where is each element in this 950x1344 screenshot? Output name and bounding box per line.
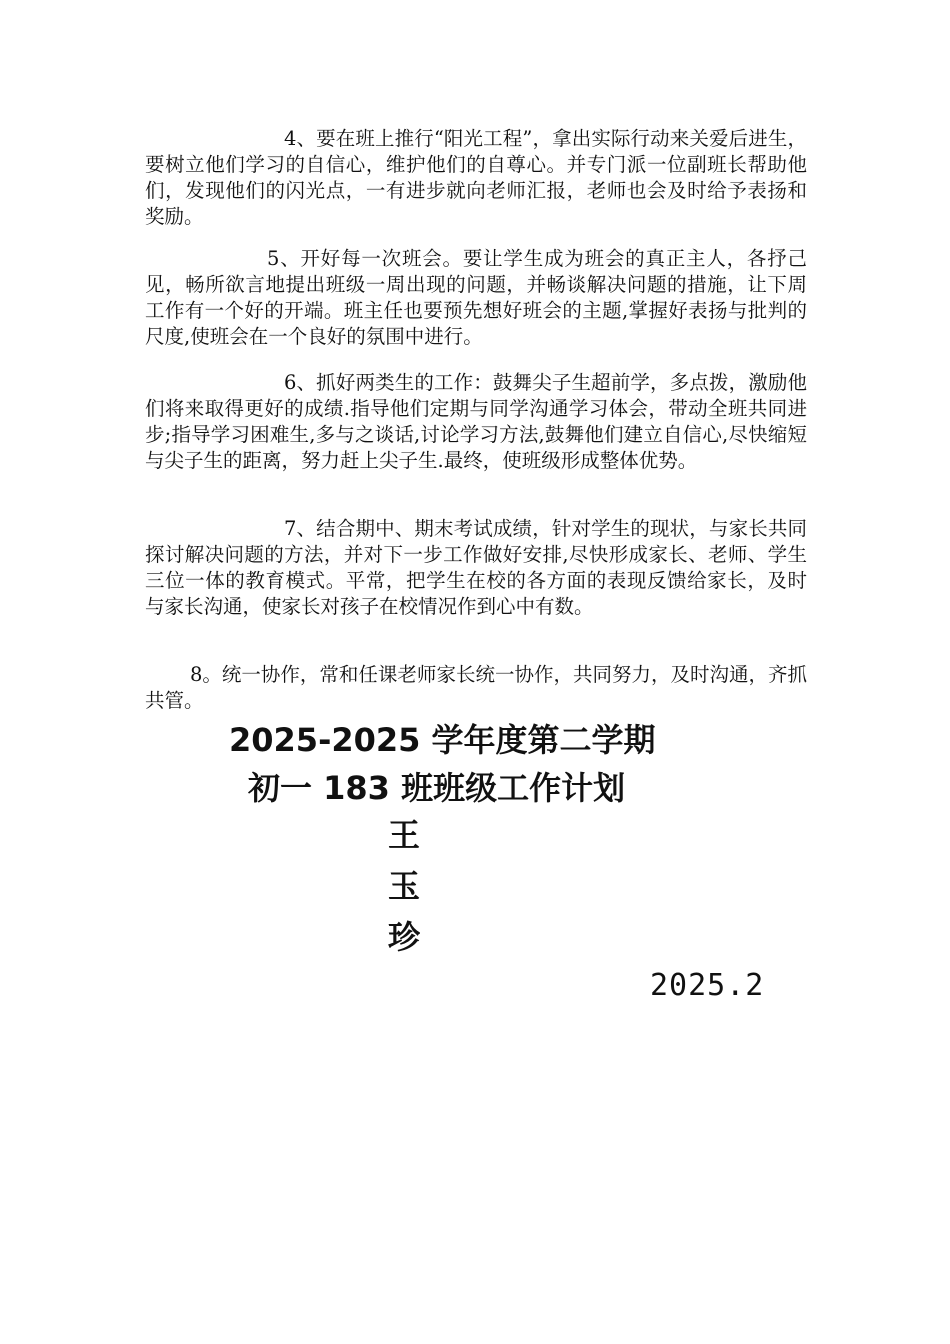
author-name-char-1: 王 (388, 816, 421, 854)
title-line-1: 2025-2025 学年度第二学期 (229, 721, 656, 759)
paragraph-7: 7、结合期中、期末考试成绩，针对学生的现状，与家长共同探讨解决问题的方法，并对下一步工作做好安排,尽快形成家长、老师、学生三位一体的教育模式。平常，把学生在校的各方面的表现反馈给家长，及时与家长沟通，使家长对孩子在校情况作到心中有数。 (145, 517, 807, 618)
document-date: 2025.2 (650, 968, 765, 1003)
author-name-char-2: 玉 (388, 867, 421, 905)
paragraph-5: 5、开好每一次班会。要让学生成为班会的真正主人，各抒己见，畅所欲言地提出班级一周出现的问题，并畅谈解决问题的措施，让下周工作有一个好的开端。班主任也要预先想好班会的主题,掌握好表扬与批判的尺度,使班会在一个良好的氛围中进行。 (145, 247, 807, 348)
title-line-2: 初一 183 班班级工作计划 (248, 769, 626, 807)
paragraph-8: 8。统一协作，常和任课老师家长统一协作，共同努力，及时沟通，齐抓共管。 (145, 663, 807, 712)
author-name-char-3: 珍 (388, 918, 421, 956)
paragraph-6: 6、抓好两类生的工作：鼓舞尖子生超前学，多点拨，激励他们将来取得更好的成绩.指导他们定期与同学沟通学习体会，带动全班共同进步;指导学习困难生,多与之谈话,讨论学习方法,鼓舞他们建立自信心,尽快缩短与尖子生的距离，努力赶上尖子生.最终，使班级形成整体优势。 (145, 371, 807, 472)
paragraph-4: 4、要在班上推行“阳光工程”，拿出实际行动来关爱后进生，要树立他们学习的自信心，维护他们的自尊心。并专门派一位副班长帮助他们，发现他们的闪光点，一有进步就向老师汇报，老师也会及时给予表扬和奖励。 (145, 127, 807, 228)
